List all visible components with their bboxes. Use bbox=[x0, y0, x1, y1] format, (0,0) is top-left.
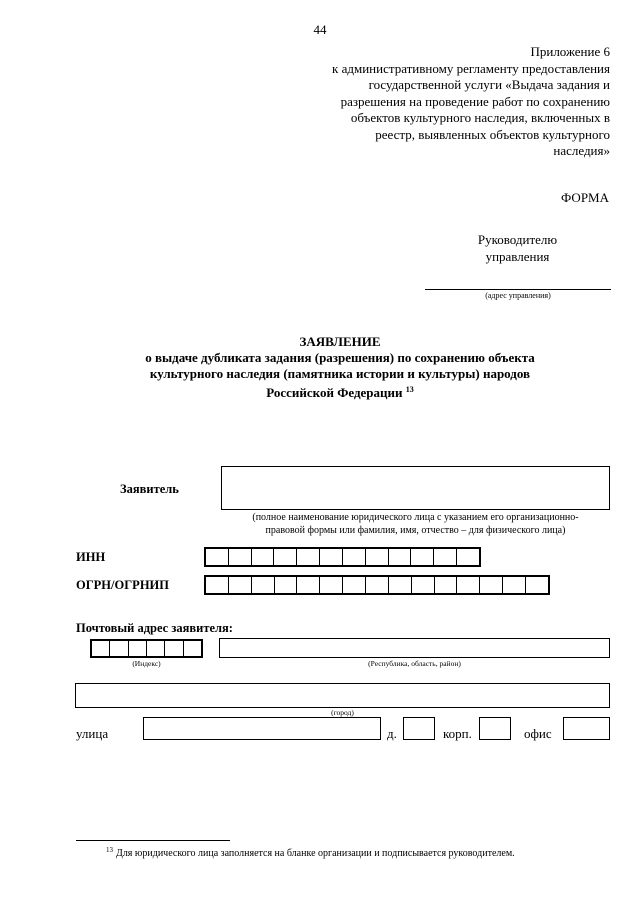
inn-label: ИНН bbox=[76, 550, 106, 564]
index-cell[interactable] bbox=[92, 641, 110, 656]
appendix-line: к административному регламенту предоставления bbox=[332, 60, 610, 76]
form-label: ФОРМА bbox=[561, 190, 609, 205]
inn-cell[interactable] bbox=[320, 549, 343, 565]
appendix-line: реестр, выявленных объектов культурного bbox=[375, 126, 610, 142]
ogrn-cell[interactable] bbox=[252, 577, 275, 593]
ogrn-cell[interactable] bbox=[412, 577, 435, 593]
recipient-line2: управления bbox=[485, 248, 550, 264]
title-line: о выдаче дубликата задания (разрешения) по сохранению объекта bbox=[145, 350, 535, 365]
applicant-name-field[interactable] bbox=[221, 466, 610, 510]
appendix-header bbox=[280, 44, 610, 160]
postal-address-label: Почтовый адрес заявителя: bbox=[76, 621, 233, 635]
ogrn-cell[interactable] bbox=[457, 577, 480, 593]
building-label: корп. bbox=[443, 726, 472, 741]
address-caption: (адрес управления) bbox=[485, 291, 551, 300]
inn-cell[interactable] bbox=[206, 549, 229, 565]
inn-field[interactable] bbox=[204, 547, 481, 567]
index-cell[interactable] bbox=[184, 641, 201, 656]
applicant-caption bbox=[221, 511, 610, 537]
house-field[interactable] bbox=[403, 717, 435, 740]
building-field[interactable] bbox=[479, 717, 511, 740]
region-caption: (Республика, область, район) bbox=[368, 659, 461, 668]
inn-cell[interactable] bbox=[457, 549, 479, 565]
ogrn-cell[interactable] bbox=[435, 577, 458, 593]
footnote-number: 13 bbox=[106, 846, 113, 854]
footnote-separator bbox=[76, 840, 230, 841]
inn-cell[interactable] bbox=[343, 549, 366, 565]
inn-cell[interactable] bbox=[434, 549, 457, 565]
ogrn-cell[interactable] bbox=[297, 577, 320, 593]
office-label: офис bbox=[524, 726, 552, 741]
inn-cell[interactable] bbox=[366, 549, 389, 565]
inn-cell[interactable] bbox=[229, 549, 252, 565]
footnote bbox=[106, 846, 515, 859]
title-line: ЗАЯВЛЕНИЕ bbox=[299, 334, 381, 349]
ogrn-cell[interactable] bbox=[275, 577, 298, 593]
office-field[interactable] bbox=[563, 717, 610, 740]
postal-index-field[interactable] bbox=[90, 639, 203, 658]
street-label: улица bbox=[76, 726, 109, 741]
ogrn-cell[interactable] bbox=[526, 577, 548, 593]
title-line bbox=[70, 382, 610, 401]
title-line-text: Российской Федерации bbox=[266, 385, 403, 400]
index-cell[interactable] bbox=[129, 641, 147, 656]
footnote-text: Для юридического лица заполняется на бланке организации и подписывается руководителем. bbox=[116, 848, 515, 859]
city-caption: (город) bbox=[331, 708, 354, 717]
appendix-line: объектов культурного наследия, включенных в bbox=[350, 110, 610, 125]
inn-cell[interactable] bbox=[274, 549, 297, 565]
recipient-line1: Руководителю bbox=[477, 232, 558, 247]
ogrn-cell[interactable] bbox=[366, 577, 389, 593]
document-title bbox=[70, 334, 610, 401]
page-number: 44 bbox=[313, 22, 327, 37]
ogrn-cell[interactable] bbox=[343, 577, 366, 593]
ogrn-cell[interactable] bbox=[320, 577, 343, 593]
applicant-caption-line: (полное наименование юридического лица с указанием его организационно- bbox=[252, 512, 579, 523]
ogrn-cell[interactable] bbox=[480, 577, 503, 593]
index-caption: (Индекс) bbox=[132, 659, 161, 668]
ogrn-cell[interactable] bbox=[389, 577, 412, 593]
region-field[interactable] bbox=[219, 638, 610, 658]
inn-cell[interactable] bbox=[411, 549, 434, 565]
appendix-line: наследия» bbox=[553, 143, 610, 158]
appendix-line: Приложение 6 bbox=[530, 44, 610, 59]
ogrn-cell[interactable] bbox=[206, 577, 229, 593]
street-field[interactable] bbox=[143, 717, 381, 740]
recipient-block bbox=[455, 232, 580, 265]
appendix-line: государственной услуги «Выдача задания и bbox=[368, 77, 610, 92]
city-field[interactable] bbox=[75, 683, 610, 708]
inn-cell[interactable] bbox=[252, 549, 275, 565]
index-cell[interactable] bbox=[147, 641, 165, 656]
house-label: д. bbox=[387, 726, 397, 741]
ogrn-field[interactable] bbox=[204, 575, 550, 595]
appendix-line: разрешения на проведение работ по сохранению bbox=[340, 93, 610, 109]
ogrn-label: ОГРН/ОГРНИП bbox=[76, 578, 169, 592]
ogrn-cell[interactable] bbox=[503, 577, 526, 593]
applicant-caption-line: правовой формы или фамилия, имя, отчество – для физического лица) bbox=[265, 525, 566, 536]
title-line: культурного наследия (памятника истории и культуры) народов bbox=[149, 366, 531, 381]
ogrn-cell[interactable] bbox=[229, 577, 252, 593]
index-cell[interactable] bbox=[165, 641, 183, 656]
inn-cell[interactable] bbox=[297, 549, 320, 565]
index-cell[interactable] bbox=[110, 641, 128, 656]
applicant-label: Заявитель bbox=[120, 482, 179, 496]
footnote-ref: 13 bbox=[405, 385, 414, 394]
inn-cell[interactable] bbox=[389, 549, 412, 565]
address-underline[interactable] bbox=[425, 289, 611, 290]
